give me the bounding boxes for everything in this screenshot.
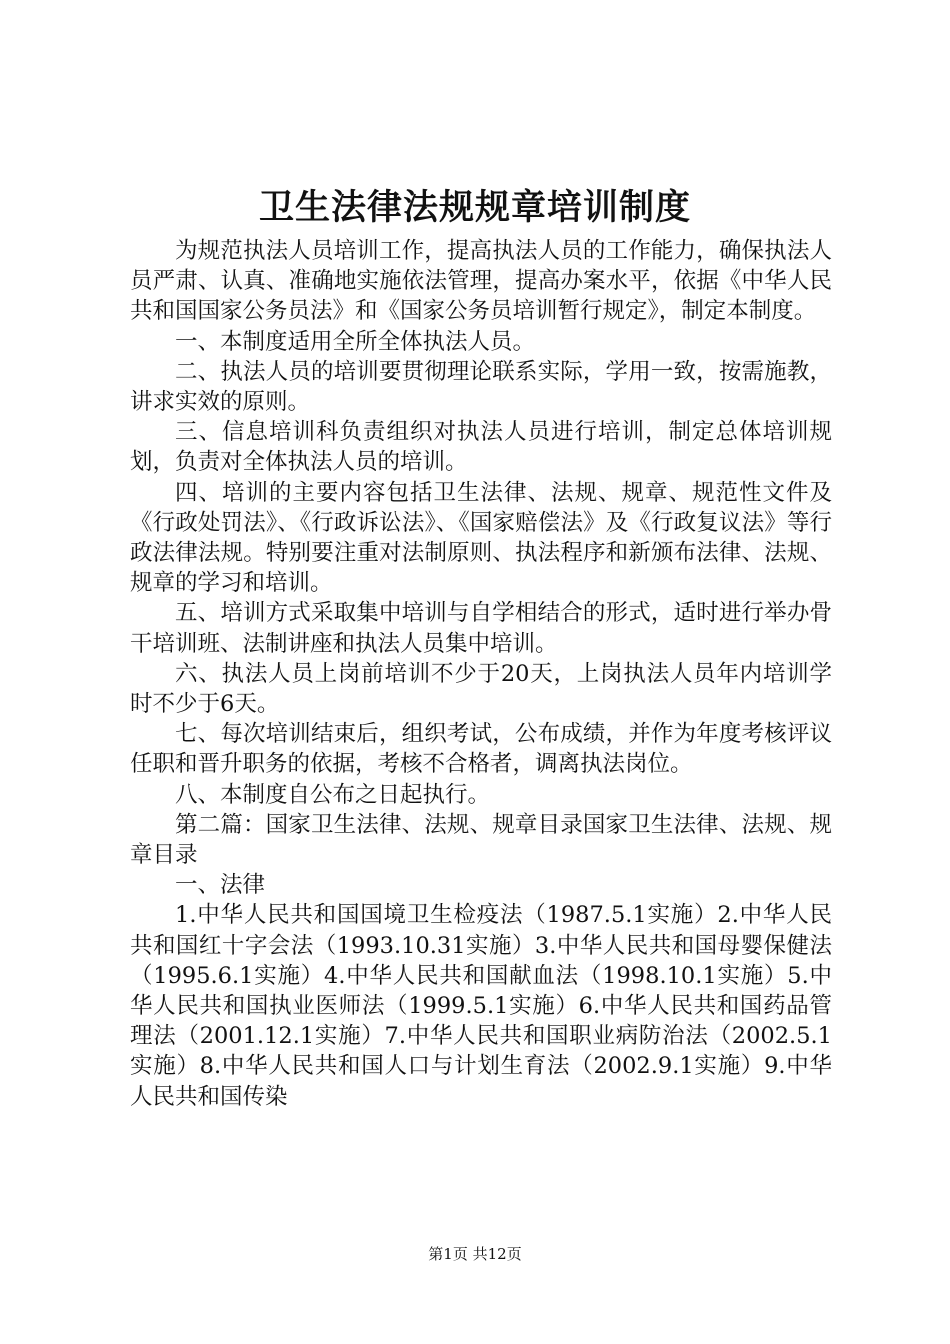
document-body — [130, 236, 832, 1112]
paragraph-item-1: 一、本制度适用全所全体执法人员。 — [175, 328, 536, 355]
paragraph-item-4: 四、培训的主要内容包括卫生法律、法规、规章、规范性文件及《行政处罚法》、《行政诉讼法》、《国家赔偿法》及《行政复议法》等行政法律法规。特别要注重对法制原则、执法程序和新颁布法律、法规、规章的学习和培训。 — [130, 479, 832, 597]
paragraph-intro: 为规范执法人员培训工作，提高执法人员的工作能力，确保执法人员严肃、认真、准确地实施依法管理，提高办案水平，依据《中华人民共和国国家公务员法》和《国家公务员培训暂行规定》，制定本制度。 — [130, 238, 832, 325]
paragraph-item-6: 六、执法人员上岗前培训不少于20天，上岗执法人员年内培训学时不少于6天。 — [130, 660, 832, 718]
paragraph-item-5: 五、培训方式采取集中培训与自学相结合的形式，适时进行举办骨干培训班、法制讲座和执法人员集中培训。 — [130, 600, 832, 657]
paragraph-law-list: 1.中华人民共和国国境卫生检疫法（1987.5.1实施）2.中华人民共和国红十字会法（1993.10.31实施）3.中华人民共和国母婴保健法（1995.6.1实施）4.中华人民共和国献血法（1998.10.1实施）5.中华人民共和国执业医师法（1999.5.1实施）6.中华人民共和国药品管理法（2001.12.1实施）7.中华人民共和国职业病防治法（2002.5.1实施）8.中华人民共和国人口与计划生育法（2002.9.1实施）9.中华人民共和国传染 — [130, 902, 832, 1110]
document-title: 卫生法律法规规章培训制度 — [258, 188, 691, 228]
page-footer: 第1页 共12页 — [428, 1245, 522, 1263]
paragraph-item-2: 二、执法人员的培训要贯彻理论联系实际，学用一致，按需施教，讲求实效的原则。 — [130, 358, 832, 416]
paragraph-item-7: 七、每次培训结束后，组织考试，公布成绩，并作为年度考核评议任职和晋升职务的依据，考核不合格者，调离执法岗位。 — [130, 721, 832, 778]
paragraph-item-8: 八、本制度自公布之日起执行。 — [175, 781, 491, 808]
paragraph-part-two-heading: 第二篇：国家卫生法律、法规、规章目录国家卫生法律、法规、规章目录 — [130, 811, 832, 869]
paragraph-section-law: 一、法律 — [175, 872, 266, 899]
paragraph-item-3: 三、信息培训科负责组织对执法人员进行培训，制定总体培训规划，负责对全体执法人员的培训。 — [130, 419, 832, 476]
